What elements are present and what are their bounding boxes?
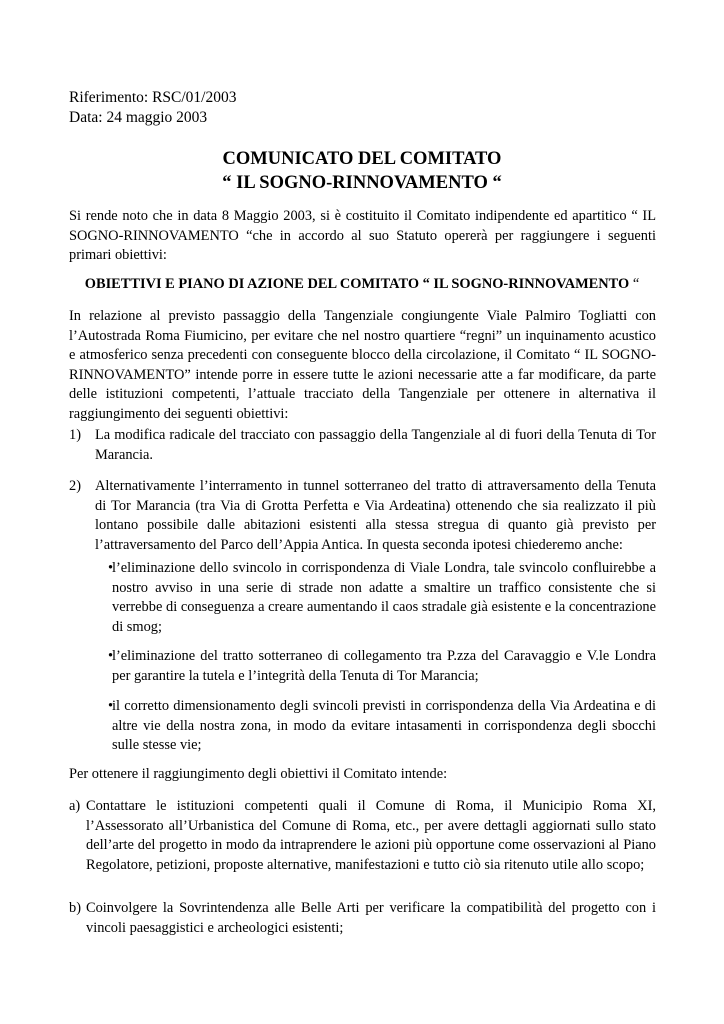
bullet-icon: • bbox=[108, 698, 114, 714]
document-date: Data: 24 maggio 2003 bbox=[69, 109, 208, 126]
bullet-item bbox=[91, 559, 656, 637]
section-heading bbox=[0, 275, 724, 295]
objective-number: 2) bbox=[69, 478, 81, 494]
intro-paragraph: Si rende noto che in data 8 Maggio 2003, si è costituito il Comitato indipendente ed apartitico “ IL SOGNO-RINNOVAMENTO “che in accordo al suo Statuto opererà per raggiungere i seguenti primari obiettivi: bbox=[69, 208, 656, 264]
action-item bbox=[69, 899, 656, 938]
objective-text: Alternativamente l’interramento in tunnel sotterraneo del tratto di attraversamento della Tenuta di Tor Marancia (tra Via di Grotta Perfetta e Via Ardeatina) ottenendo che sia realizzato il più lontano possibile dalle abitazioni esistenti alla stessa stregua di quanto già previsto per l’attraversamento del Parco dell’Appia Antica. In questa seconda ipotesi chiederemo anche: bbox=[95, 478, 656, 553]
bullet-text: il corretto dimensionamento degli svincoli previsti in corrispondenza della Via Ardeatina e di altre vie della nostra zona, in modo da evitare intasamenti in corrispondenza degli sbocchi sulle stesse vie; bbox=[112, 698, 656, 754]
objective-item bbox=[69, 426, 656, 465]
action-label: b) bbox=[69, 900, 81, 916]
section-heading-text: OBIETTIVI E PIANO DI AZIONE DEL COMITATO “ IL SOGNO-RINNOVAMENTO bbox=[84, 276, 633, 292]
bullet-icon: • bbox=[108, 648, 114, 664]
action-text: Contattare le istituzioni competenti quali il Comune di Roma, il Municipio Roma XI, l’Assessorato all’Urbanistica del Comune di Roma, etc., per avere dettagli aggiornati sullo stato dell’arte del progetto in modo da intraprendere le azioni più opportune come osservazioni al Piano Regolatore, petizioni, proposte alternative, manifestazioni e tutto ciò sia ritenuto utile allo scopo; bbox=[86, 798, 656, 873]
bullet-text: l’eliminazione del tratto sotterraneo di collegamento tra P.zza del Caravaggio e V.le Londra per garantire la tutela e l’integrità della Tenuta di Tor Marancia; bbox=[112, 648, 656, 684]
ottenere-paragraph: Per ottenere il raggiungimento degli obiettivi il Comitato intende: bbox=[69, 766, 448, 782]
action-label: a) bbox=[69, 798, 81, 814]
reference-number: Riferimento: RSC/01/2003 bbox=[69, 89, 237, 106]
bullet-item bbox=[91, 697, 656, 756]
section-heading-quote: “ bbox=[632, 276, 640, 292]
action-text: Coinvolgere la Sovrintendenza alle Belle Arti per verificare la compatibilità del progetto con i vincoli paesaggistici e archeologici esistenti; bbox=[86, 900, 656, 936]
reference-block bbox=[69, 88, 237, 128]
bullet-item bbox=[91, 647, 656, 686]
bullet-text: l’eliminazione dello svincolo in corrispondenza di Viale Londra, tale svincolo confluirebbe a nostro avviso in una serie di strade non adatte a smaltire un traffico consistente che si verrebbe di conseguenza a creare aumentando il caos stradale già esistente e la concentrazione di smog; bbox=[112, 560, 656, 635]
bullet-icon: • bbox=[108, 560, 114, 576]
objective-text: La modifica radicale del tracciato con passaggio della Tangenziale al di fuori della Tenuta di Tor Marancia. bbox=[95, 427, 656, 463]
title-line-1: COMUNICATO DEL COMITATO bbox=[222, 149, 502, 169]
action-item bbox=[69, 797, 656, 875]
relazione-paragraph: In relazione al previsto passaggio della Tangenziale congiungente Viale Palmiro Togliatti con l’Autostrada Roma Fiumicino, per evitare che nel nostro quartiere “regni” un inquinamento acustico e atmosferico senza precedenti con conseguente blocco della circolazione, il Comitato “ IL SOGNO-RINNOVAMENTO” intende porre in essere tutte le azioni necessarie atte a far modificare, da parte delle istituzioni competenti, l’attuale tracciato della Tangenziale per ottenere in alternativa il raggiungimento dei seguenti obiettivi: bbox=[69, 308, 656, 422]
objective-number: 1) bbox=[69, 427, 81, 443]
title-line-2: “ IL SOGNO-RINNOVAMENTO “ bbox=[222, 173, 502, 193]
objective-item bbox=[69, 477, 656, 555]
